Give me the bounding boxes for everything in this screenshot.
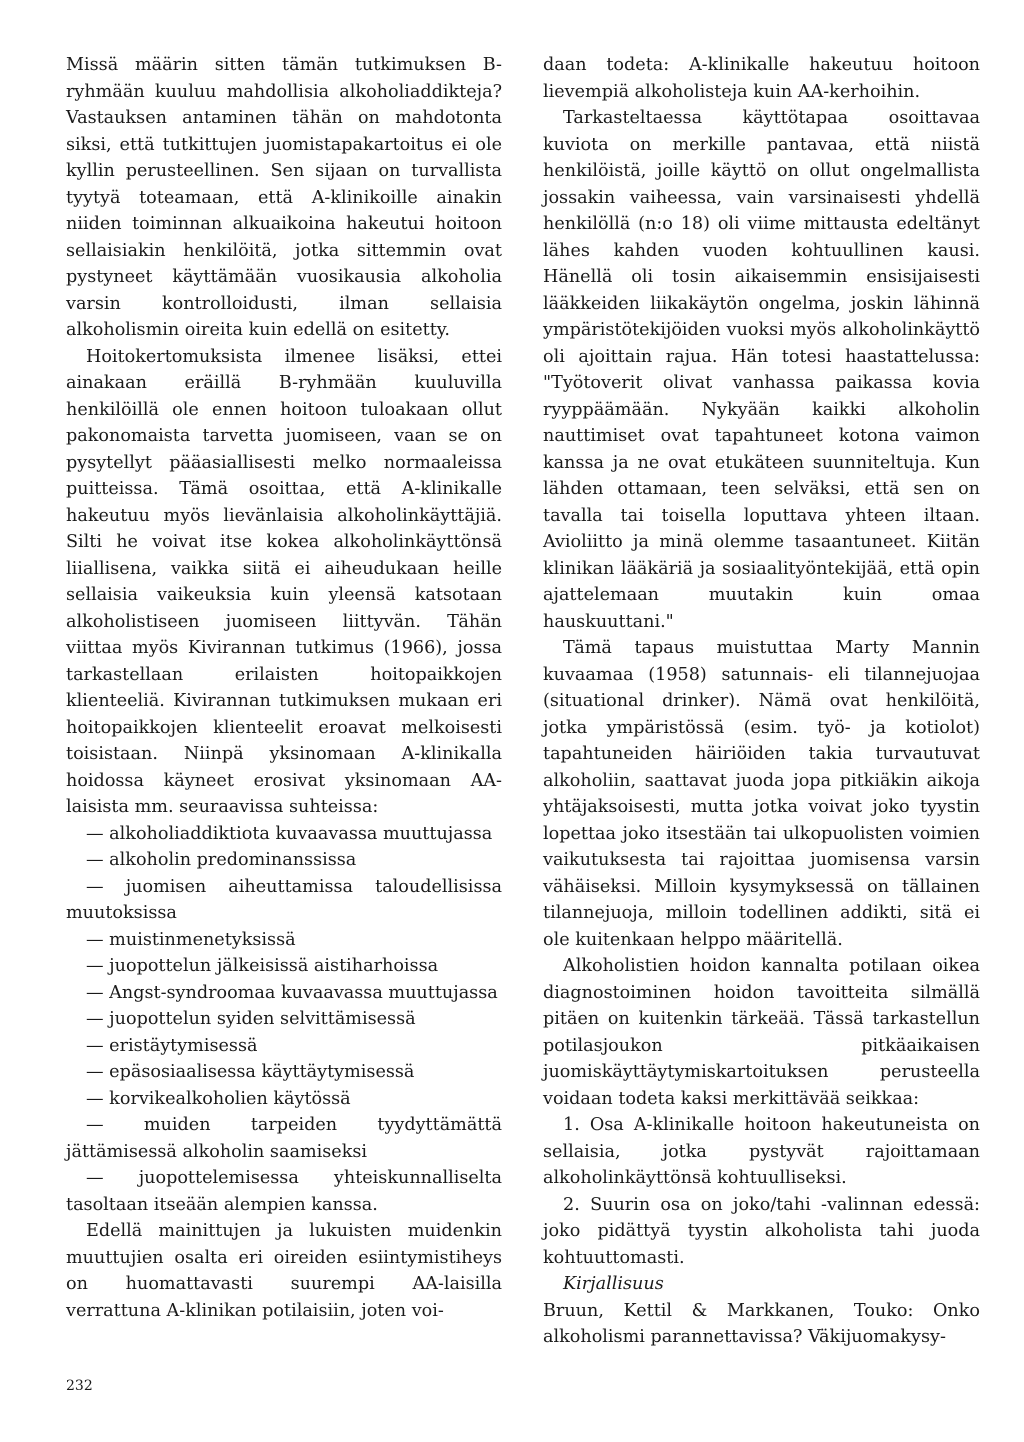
dash-list <box>66 821 502 1219</box>
list-item: — korvikealkoholien käytössä <box>86 1088 351 1109</box>
list-item: — juopottelun syiden selvittämisessä <box>86 1009 416 1029</box>
list-item: — muiden tarpeiden tyydyttämättä jättämisessä alkoholin saamiseksi <box>66 1115 502 1162</box>
list-item: — juopottelemisessa yhteiskunnalliselta tasoltaan itseään alempien kanssa. <box>66 1168 502 1215</box>
list-item: — alkoholin predominanssissa <box>86 850 357 870</box>
list-item: — juomisen aiheuttamissa taloudellisissa muutoksissa <box>66 876 502 923</box>
body-paragraph: Tämä tapaus muistuttaa Marty Mannin kuvaamaa (1958) satunnais- eli tilannejuojaa (situational drinker). Nämä ovat henkilöitä, jotka ympäristössä (esim. työ- ja kotiolot) tapahtuneiden häiriöiden takia turvautuvat alkoholiin, saattavat juoda jopa pitkiäkin aikoja yhtäjaksoisesti, mutta jotka voivat joko tyystin lopettaa joko itsestään tai ulkopuolisten voimien vaikutuksesta tai rajoittaa juomisensa varsin vähäiseksi. Milloin kysymyksessä on tällainen tilannejuoja, milloin todellinen addikti, sitä ei ole kuitenkaan helppo määritellä. <box>543 638 980 950</box>
list-item: 1. Osa A-klinikalle hoitoon hakeutuneista on sellaisia, jotka pystyvät rajoittamaan alkoholinkäyttönsä kohtuulliseksi. <box>543 1115 980 1188</box>
left-column <box>66 52 502 1324</box>
body-paragraph: Missä määrin sitten tämän tutkimuksen B-ryhmään kuuluu mahdollisia alkoholiaddikteja? Vastauksen antaminen tähän on mahdotonta siksi, että tutkittujen juomistapakartoitus ei ole kyllin perusteellinen. Sen sijaan on turvallista tyytyä toteamaan, että A-klinikoille ainakin niiden toiminnan alkuaikoina hakeutui hoitoon sellaisiakin henkilöitä, jotka sittemmin ovat pystyneet käyttämään vuosikausia alkoholia varsin kontrolloidusti, ilman sellaisia alkoholismin oireita kuin edellä on esitetty. <box>66 55 502 340</box>
body-paragraph: Edellä mainittujen ja lukuisten muidenkin muuttujien osalta eri oireiden esiintymistiheys on huomattavasti suurempi AA-laisilla verrattuna A-klinikan potilaisiin, joten voi- <box>66 1221 502 1321</box>
numbered-list <box>543 1112 980 1271</box>
list-item: — juopottelun jälkeisissä aistiharhoissa <box>86 956 439 976</box>
list-item: — Angst-syndroomaa kuvaavassa muuttujassa <box>86 982 498 1003</box>
list-item: — alkoholiaddiktiota kuvaavassa muuttujassa <box>86 823 493 844</box>
list-item: — muistinmenetyksissä <box>86 929 296 950</box>
list-item: — epäsosiaalisessa käyttäytymisessä <box>86 1062 415 1082</box>
list-item: — eristäytymisessä <box>86 1035 258 1056</box>
body-paragraph: Alkoholistien hoidon kannalta potilaan oikea diagnostoiminen hoidon tavoitteita silmällä pitäen on kuitenkin tärkeää. Tässä tarkastellun potilasjoukon pitkäaikaisen juomiskäyttäytymiskartoituksen perusteella voidaan todeta kaksi merkittävää seikkaa: <box>543 956 980 1109</box>
list-item: 2. Suurin osa on joko/tahi -valinnan edessä: joko pidättyä tyystin alkoholista tahi juoda kohtuuttomasti. <box>543 1194 980 1268</box>
section-heading: Kirjallisuus <box>563 1274 664 1294</box>
page-number: 232 <box>66 1378 93 1394</box>
reference-entry: Bruun, Kettil & Markkanen, Touko: Onko alkoholismi parannettavissa? Väkijuomakysy- <box>543 1300 980 1347</box>
right-column <box>543 52 980 1351</box>
body-paragraph: Tarkasteltaessa käyttötapaa osoittavaa kuviota on merkille pantavaa, että niistä henkilöistä, joille käyttö on ollut ongelmallista jossakin vaiheessa, vain varsinaisesti yhdellä henkilöllä (n:o 18) oli viime mittausta edeltänyt lähes kahden vuoden kohtuullinen kausi. Hänellä oli tosin aikaisemmin ensisijaisesti lääkkeiden liikakäytön ongelma, joskin lähinnä ympäristötekijöiden vuoksi myös alkoholinkäyttö oli ajoittain rajua. Hän totesi haastattelussa: "Työtoverit olivat vanhassa paikassa kovia ryyppäämään. Nykyään kaikki alkoholin nauttimiset ovat tapahtuneet kotona vaimon kanssa ja ne ovat etukäteen suunniteltuja. Kun lähden ottamaan, teen selväksi, että sen on tavalla tai toisella loputtava yhteen iltaan. Avioliitto ja minä olemme tasaantuneet. Kiitän klinikan lääkäriä ja sosiaalityöntekijää, että opin ajattelemaan muutakin kuin omaa hauskuuttani." <box>543 108 980 632</box>
body-paragraph: daan todeta: A-klinikalle hakeutuu hoitoon lievempiä alkoholisteja kuin AA-kerhoihin. <box>543 55 980 102</box>
body-paragraph: Hoitokertomuksista ilmenee lisäksi, ettei ainakaan eräillä B-ryhmään kuuluvilla henkilöillä ole ennen hoitoon tuloakaan ollut pakonomaista tarvetta juomiseen, vaan se on pysytellyt pääasiallisesti melko normaaleissa puitteissa. Tämä osoittaa, että A-klinikalle hakeutuu myös lievänlaisia alkoholinkäyttäjiä. Silti he voivat itse kokea alkoholinkäyttönsä liiallisena, vaikka siitä ei aiheudukaan heille sellaisia vaikeuksia kuin yleensä katsotaan alkoholistiseen juomiseen liittyvän. Tähän viittaa myös Kivirannan tutkimus (1966), jossa tarkastellaan erilaisten hoitopaikkojen klienteeliä. Kivirannan tutkimuksen mukaan eri hoitopaikkojen klienteelit eroavat melkoisesti toisistaan. Niinpä yksinomaan A-klinikalla hoidossa käyneet erosivat yksinomaan AA-laisista mm. seuraavissa suhteissa: <box>66 346 502 817</box>
